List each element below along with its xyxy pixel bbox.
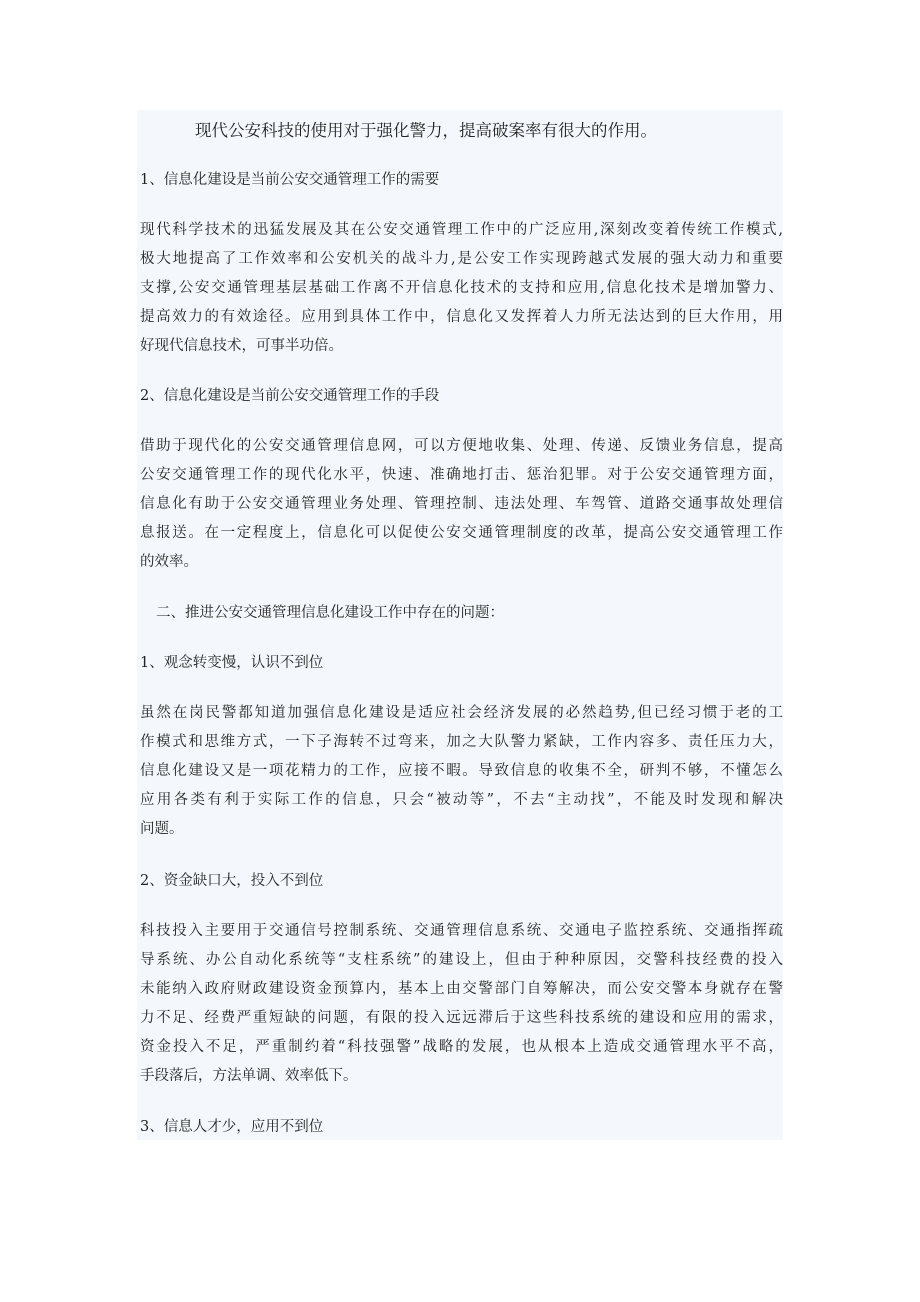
- paragraph: [140, 917, 783, 1091]
- paragraph-line: 好现代信息技术，可事半功倍。: [140, 338, 343, 354]
- paragraph-line: 科技投入主要用于交通信号控制系统、交通管理信息系统、交通电子监控系统、交通指挥疏: [140, 923, 783, 939]
- section-heading: [140, 166, 783, 195]
- paragraph-line: 极大地提高了工作效率和公安机关的战斗力,是公安工作实现跨越式发展的强大动力和重要: [140, 251, 783, 267]
- section-heading: [140, 867, 783, 896]
- heading-text: 2、资金缺口大，投入不到位: [140, 873, 324, 889]
- paragraph-line: 虽然在岗民警都知道加强信息化建设是适应社会经济发展的必然趋势,但已经习惯于老的工: [140, 705, 783, 721]
- section-heading: [140, 649, 783, 678]
- heading-text: 二、推进公安交通管理信息化建设工作中存在的问题：: [156, 605, 504, 621]
- section-heading: [140, 382, 783, 411]
- paragraph-line: 公安交通管理工作的现代化水平，快速、准确地打击、惩治犯罪。对于公安交通管理方面，: [140, 467, 783, 483]
- section-heading: [140, 1113, 783, 1142]
- paragraph-line: 应用各类有利于实际工作的信息，只会“被动等”，不去“主动找”，不能及时发现和解决: [140, 792, 783, 808]
- paragraph-line: 导系统、办公自动化系统等“支柱系统”的建设上，但由于种种原因，交警科技经费的投入: [140, 952, 783, 968]
- paragraph-line: 未能纳入政府财政建设资金预算内，基本上由交警部门自筹解决，而公安交警本身就存在警: [140, 981, 783, 997]
- paragraph-line: 现代科学技术的迅猛发展及其在公安交通管理工作中的广泛应用,深刻改变着传统工作模式,: [140, 222, 783, 238]
- paragraph-line: 作模式和思维方式，一下子海转不过弯来，加之大队警力紧缺，工作内容多、责任压力大，: [140, 734, 783, 750]
- document-title: 现代公安科技的使用对于强化警力，提高破案率有很大的作用。: [195, 121, 657, 140]
- paragraph-line: 手段落后，方法单调、效率低下。: [140, 1068, 358, 1084]
- heading-text: 1、观念转变慢，认识不到位: [140, 655, 324, 671]
- heading-text: 3、信息人才少，应用不到位: [140, 1119, 324, 1135]
- section-heading: [140, 599, 783, 628]
- paragraph-line: 的效率。: [140, 554, 198, 570]
- heading-text: 1、信息化建设是当前公安交通管理工作的需要: [140, 172, 440, 188]
- paragraph-line: 信息化建设又是一项花精力的工作，应接不暇。导致信息的收集不全，研判不够，不懂怎么: [140, 763, 783, 779]
- paragraph-line: 信息化有助于公安交通管理业务处理、管理控制、违法处理、车驾管、道路交通事故处理信: [140, 496, 783, 512]
- paragraph: [140, 216, 783, 361]
- paragraph-line: 力不足、经费严重短缺的问题，有限的投入远远滞后于这些科技系统的建设和应用的需求，: [140, 1010, 783, 1026]
- paragraph: [140, 432, 783, 577]
- paragraph-line: 资金投入不足，严重制约着“科技强警”战略的发展，也从根本上造成交通管理水平不高，: [140, 1039, 783, 1055]
- paragraph-line: 支撑,公安交通管理基层基础工作离不开信息化技术的支持和应用,信息化技术是增加警力、: [140, 280, 783, 296]
- paragraph-line: 借助于现代化的公安交通管理信息网，可以方便地收集、处理、传递、反馈业务信息，提高: [140, 438, 783, 454]
- heading-text: 2、信息化建设是当前公安交通管理工作的手段: [140, 388, 440, 404]
- paragraph: [140, 699, 783, 844]
- paragraph-line: 问题。: [140, 821, 184, 837]
- paragraph-line: 提高效力的有效途径。应用到具体工作中，信息化又发挥着人力所无法达到的巨大作用，用: [140, 309, 783, 325]
- paragraph-line: 息报送。在一定程度上，信息化可以促使公安交通管理制度的改革，提高公安交通管理工作: [140, 525, 783, 541]
